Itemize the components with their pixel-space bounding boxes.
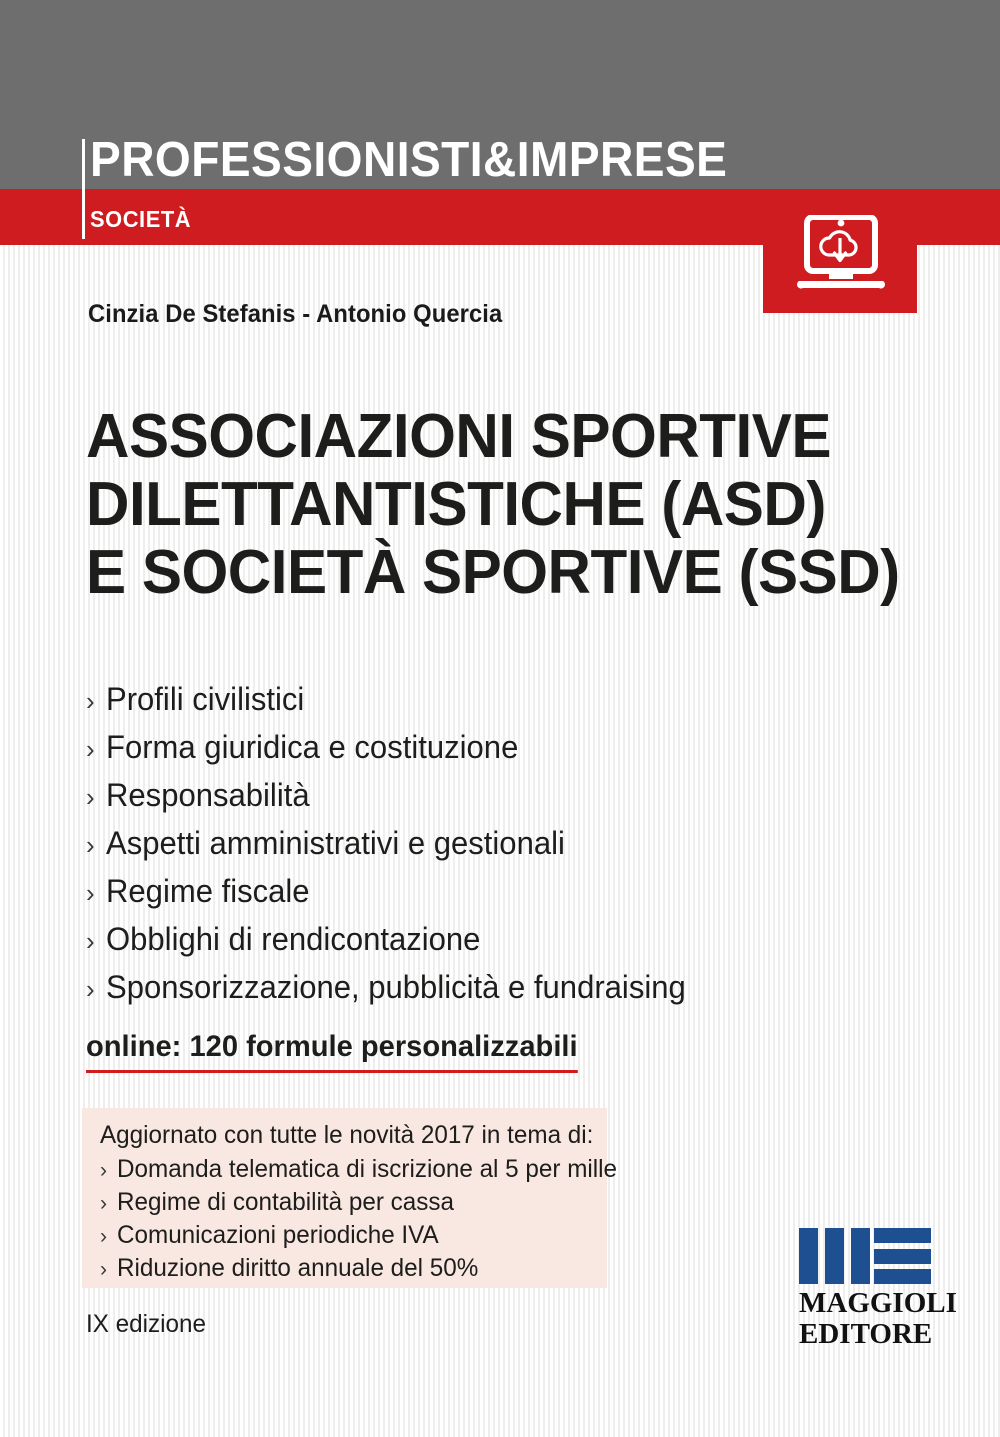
list-item [86,777,886,825]
topic-label: Responsabilità [106,777,310,813]
logo-bar-vertical-1 [799,1228,818,1284]
publisher-name-line-1: MAGGIOLI [799,1287,957,1319]
update-intro-text: Aggiornato con tutte le novità 2017 in tema di: [100,1121,594,1149]
chevron-right-icon: › [86,878,95,908]
chevron-right-icon: › [86,734,95,764]
series-title: PROFESSIONISTI&IMPRESE [90,133,728,187]
topic-label: Obblighi di rendicontazione [106,921,481,957]
chevron-right-icon: › [100,1225,107,1248]
topic-list [86,681,886,1017]
list-item [100,1188,600,1221]
logo-bar-horizontal-2 [874,1249,931,1264]
author-line: Cinzia De Stefanis - Antonio Quercia [88,300,503,328]
update-label: Regime di contabilità per cassa [117,1188,454,1216]
list-item [86,969,886,1017]
publisher-name-line-2: EDITORE [799,1318,933,1350]
title-line-2: DILETTANTISTICHE (ASD) [86,470,826,539]
maggioli-me-logo-mark [799,1228,931,1284]
topic-label: Sponsorizzazione, pubblicità e fundraising [106,969,686,1005]
update-label: Riduzione diritto annuale del 50% [117,1254,479,1282]
chevron-right-icon: › [100,1192,107,1215]
chevron-right-icon: › [86,830,95,860]
update-list [100,1155,618,1287]
list-item [100,1155,618,1188]
chevron-right-icon: › [86,782,95,812]
topic-label: Aspetti amministrativi e gestionali [106,825,565,861]
edition-label: IX edizione [86,1310,206,1338]
update-label: Domanda telematica di iscrizione al 5 per mille [117,1155,618,1183]
logo-bar-horizontal-3 [874,1269,931,1284]
book-title [86,403,946,607]
topic-label: Profili civilistici [106,681,305,717]
masthead-vertical-rule [82,139,85,239]
list-item [86,921,886,969]
chevron-right-icon: › [100,1159,107,1182]
laptop-cloud-download-icon [795,215,887,295]
logo-bar-horizontal-1 [874,1228,931,1243]
chevron-right-icon: › [86,686,95,716]
logo-bar-vertical-2 [825,1228,844,1284]
chevron-right-icon: › [100,1258,107,1281]
list-item [100,1254,600,1287]
title-line-1: ASSOCIAZIONI SPORTIVE [86,402,832,471]
list-item [86,681,886,729]
topic-label: Forma giuridica e costituzione [106,729,519,765]
topic-label: Regime fiscale [106,873,310,909]
chevron-right-icon: › [86,974,95,1004]
title-line-3: E SOCIETÀ SPORTIVE (SSD) [86,538,900,607]
chevron-right-icon: › [86,926,95,956]
publisher-logo [799,1228,957,1350]
update-callout-box [82,1108,618,1288]
list-item [86,873,886,921]
list-item [86,729,886,777]
logo-bar-vertical-3 [851,1228,870,1284]
list-item [100,1221,600,1254]
list-item [86,825,886,873]
series-subtitle: SOCIETÀ [90,206,192,232]
update-label: Comunicazioni periodiche IVA [117,1221,439,1249]
online-formulas-note: online: 120 formule personalizzabili [86,1030,578,1073]
